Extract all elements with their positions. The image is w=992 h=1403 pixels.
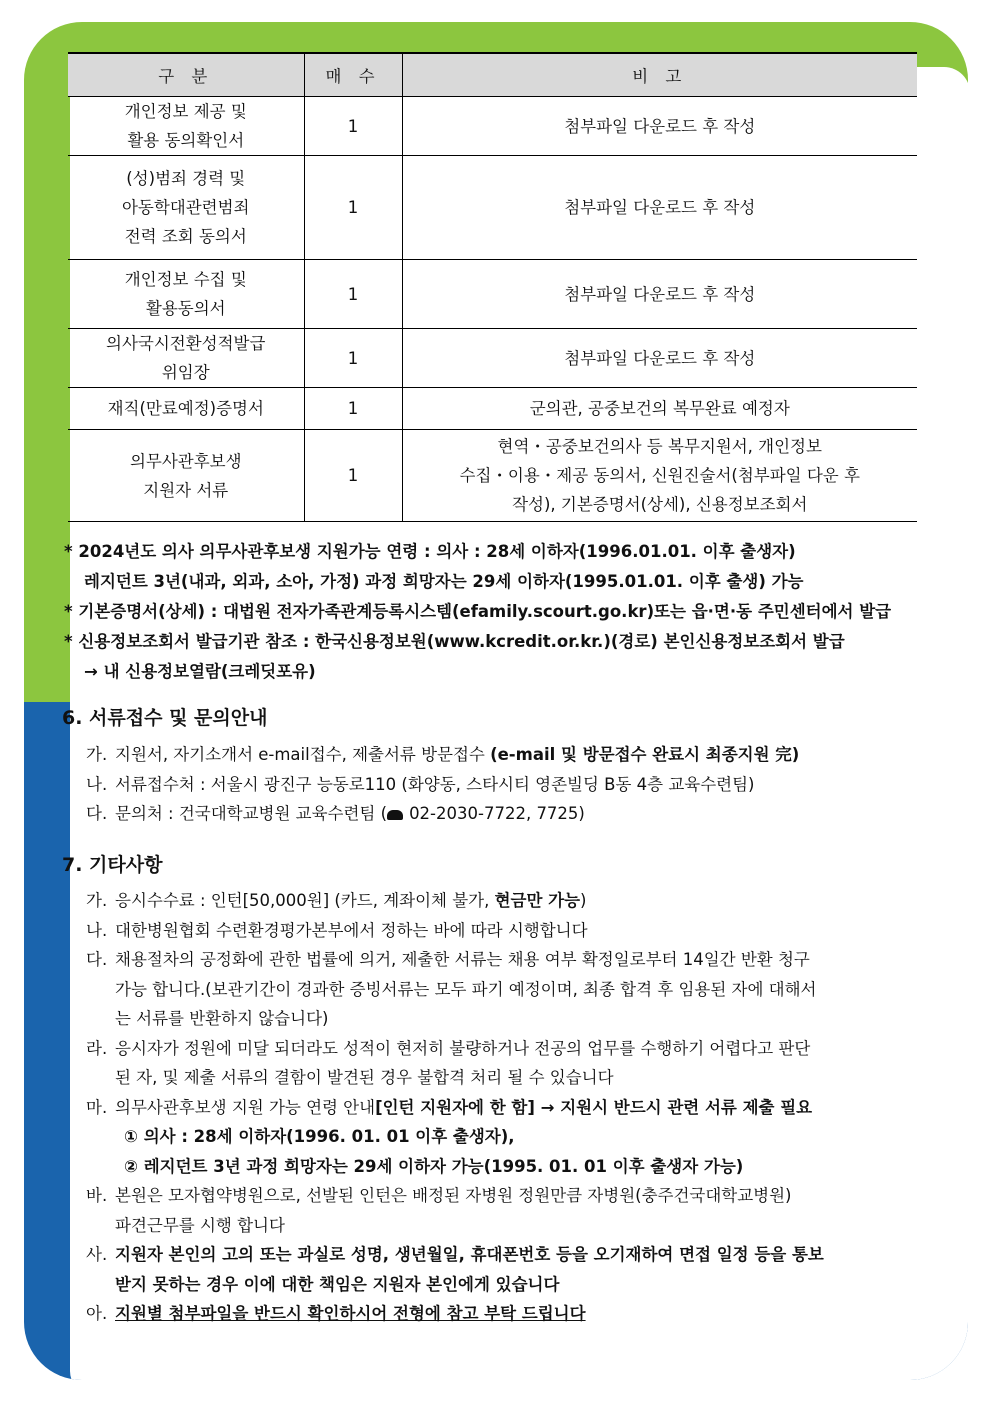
table-header-row — [68, 53, 917, 97]
list-item: 아. 지원별 첨부파일을 반드시 확인하시어 전형에 참고 부탁 드립니다 — [86, 1304, 586, 1323]
row-category: (성)범죄 경력 및 아동학대관련범죄 전력 조회 동의서 — [68, 156, 304, 260]
section-6-title: 6. 서류접수 및 문의안내 — [62, 707, 268, 729]
col-header-category: 구 분 — [68, 53, 304, 97]
list-item: 라. 응시자가 정원에 미달 되더라도 성적이 현저히 불량하거나 전공의 업무를 수행하기 어렵다고 판단 된 자, 및 제출 서류의 결함이 발견된 경우 불합격 처리 될 수 있습니다 — [86, 1038, 811, 1087]
list-item: 나. 대한병원협회 수련환경평가본부에서 정하는 바에 따라 시행합니다 — [86, 920, 588, 940]
section-7-list — [86, 886, 932, 1329]
row-count: 1 — [304, 329, 402, 388]
section-7-title: 7. 기타사항 — [62, 854, 163, 876]
note-line: * 2024년도 의사 의무사관후보생 지원가능 연령 : 의사 : 28세 이하자(1996.01.01. 이후 출생자) — [64, 542, 796, 561]
table-row — [68, 97, 917, 156]
note-line: → 내 신용정보열람(크레딧포유) — [84, 662, 316, 681]
col-header-count: 매 수 — [304, 53, 402, 97]
list-item: 다. 문의처 : 건국대학교병원 교육수련팀 ( 02-2030-7722, 7725) — [86, 804, 585, 823]
row-category: 재직(만료예정)증명서 — [68, 388, 304, 430]
row-category: 의무사관후보생 지원자 서류 — [68, 430, 304, 522]
documents-table — [68, 52, 917, 522]
section-6-list — [86, 740, 932, 829]
row-category: 개인정보 제공 및 활용 동의확인서 — [68, 97, 304, 156]
row-count: 1 — [304, 260, 402, 329]
row-note: 현역・공중보건의사 등 복무지원서, 개인정보 수집・이용・제공 동의서, 신원진술서(첨부파일 다운 후 작성), 기본증명서(상세), 신용정보조회서 — [402, 430, 917, 522]
row-note: 첨부파일 다운로드 후 작성 — [402, 260, 917, 329]
row-note: 첨부파일 다운로드 후 작성 — [402, 329, 917, 388]
row-count: 1 — [304, 156, 402, 260]
table-row — [68, 430, 917, 522]
row-note: 군의관, 공중보건의 복무완료 예정자 — [402, 388, 917, 430]
note-line: * 신용정보조회서 발급기관 참조 : 한국신용정보원(www.kcredit.or.kr.)(경로) 본인신용정보조회서 발급 — [64, 632, 845, 651]
table-row — [68, 388, 917, 430]
row-category: 개인정보 수집 및 활용동의서 — [68, 260, 304, 329]
notes-block — [64, 537, 954, 687]
table-row — [68, 156, 917, 260]
table-row — [68, 260, 917, 329]
note-line: * 기본증명서(상세) : 대법원 전자가족관계등록시스템(efamily.scourt.go.kr)또는 읍·면·동 주민센터에서 발급 — [64, 602, 892, 621]
col-header-remarks: 비 고 — [402, 53, 917, 97]
note-line: 레지던트 3년(내과, 외과, 소아, 가정) 과정 희망자는 29세 이하자(1995.01.01. 이후 출생) 가능 — [84, 572, 804, 591]
list-item: 나. 서류접수처 : 서울시 광진구 능동로110 (화양동, 스타시티 영존빌딩 B동 4층 교육수련팀) — [86, 774, 755, 794]
row-note: 첨부파일 다운로드 후 작성 — [402, 156, 917, 260]
list-item: 가. 응시수수료 : 인턴[50,000원] (카드, 계좌이체 불가, 현금만 가능) — [86, 891, 587, 910]
row-count: 1 — [304, 97, 402, 156]
row-category: 의사국시전환성적발급 위임장 — [68, 329, 304, 388]
list-item: 사. 지원자 본인의 고의 또는 과실로 성명, 생년월일, 휴대폰번호 등을 오기재하여 면접 일정 등을 통보 받지 못하는 경우 이에 대한 책임은 지원자 본인에게 있습니다 — [86, 1245, 824, 1294]
table-row — [68, 329, 917, 388]
list-item: 마. 의무사관후보생 지원 가능 연령 안내[인턴 지원자에 한 함] → 지원시 반드시 관련 서류 제출 필요 ① 의사 : 28세 이하자(1996. 01. 01 이후 출생자), ② 레지던트 3년 과정 희망자는 29세 이하자 가능(1995. 01. 01 이후 출생자 가능) — [86, 1097, 813, 1176]
row-count: 1 — [304, 430, 402, 522]
row-note: 첨부파일 다운로드 후 작성 — [402, 97, 917, 156]
list-item: 가. 지원서, 자기소개서 e-mail접수, 제출서류 방문접수 (e-mail 및 방문접수 완료시 최종지원 完) — [86, 745, 800, 764]
list-item: 다. 채용절차의 공정화에 관한 법률에 의거, 제출한 서류는 채용 여부 확정일로부터 14일간 반환 청구 가능 합니다.(보관기간이 경과한 증빙서류는 모두 파기 예정이며, 최종 합격 후 임용된 자에 대해서 는 서류를 반환하지 않습니다) — [86, 950, 817, 1028]
list-item: 바. 본원은 모자협약병원으로, 선발된 인턴은 배정된 자병원 정원만큼 자병원(충주건국대학교병원) 파견근무를 시행 합니다 — [86, 1186, 792, 1235]
row-count: 1 — [304, 388, 402, 430]
telephone-icon — [387, 810, 403, 820]
